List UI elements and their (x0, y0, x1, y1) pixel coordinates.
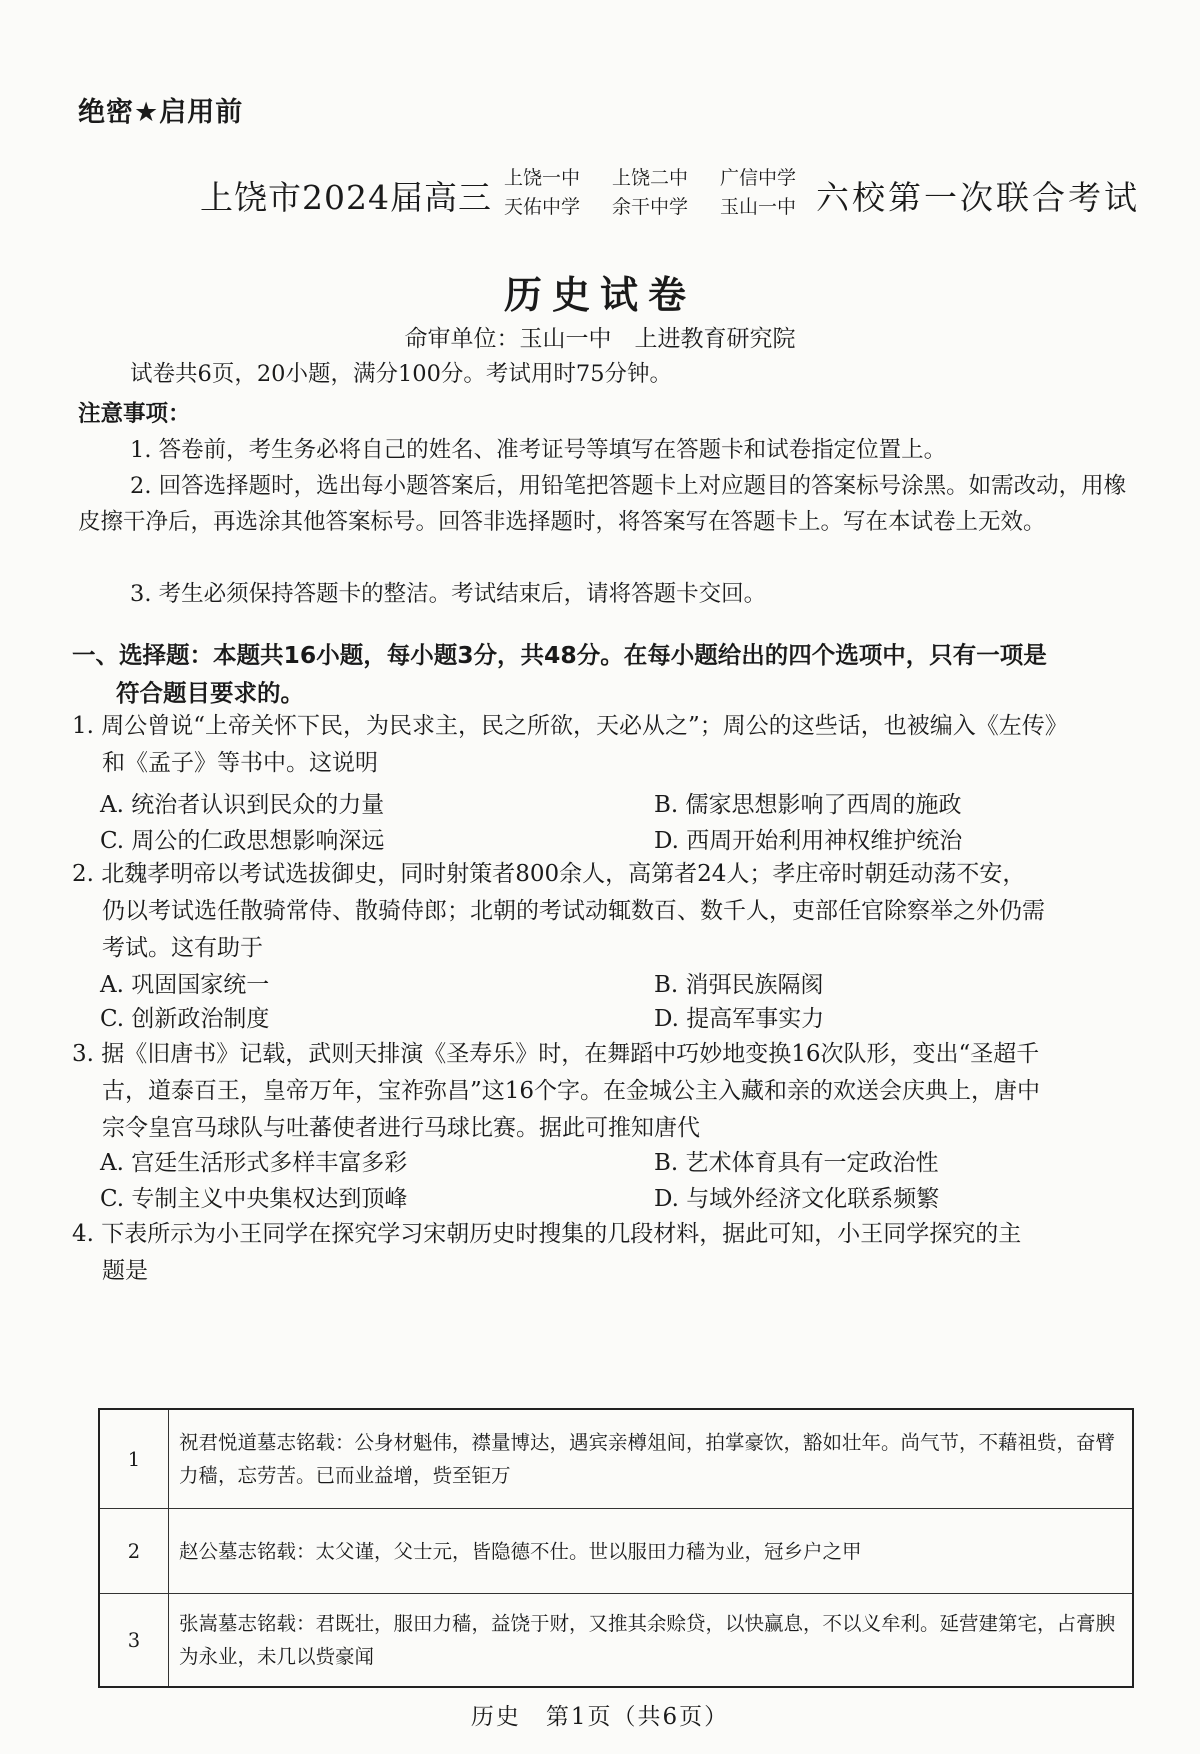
title-year-grade: 上饶市2024届高三 (200, 178, 492, 217)
note-item: 2. 回答选择题时，选出每小题答案后，用铅笔把答题卡上对应题目的答案标号涂黑。如需改动，用橡皮擦干净后，再选涂其他答案标号。回答非选择题时，将答案写在答题卡上。写在本试卷上无效。 (78, 473, 1127, 535)
option-d: D. 与域外经济文化联系频繁 (654, 1186, 940, 1212)
row-number: 3 (99, 1594, 169, 1688)
option-a: A. 统治者认识到民众的力量 (100, 792, 385, 818)
question-stem: 古，道泰百王，皇帝万年，宝祚弥昌”这16个字。在金城公主入藏和亲的欢送会庆典上，唐中 (102, 1078, 1041, 1104)
option-c: C. 专制主义中央集权达到顶峰 (100, 1186, 408, 1212)
question-stem: 4. 下表所示为小王同学在探究学习宋朝历史时搜集的几段材料，据此可知，小王同学探究的主 (72, 1221, 1022, 1247)
note-item: 3. 考生必须保持答题卡的整洁。考试结束后，请将答题卡交回。 (130, 581, 767, 607)
option-c: C. 创新政治制度 (100, 1006, 270, 1032)
table-row (99, 1509, 1133, 1594)
section-heading (72, 636, 1138, 712)
school-list (504, 164, 828, 222)
authors-line: 命审单位：玉山一中 上进教育研究院 (404, 326, 796, 352)
question-2 (72, 856, 1138, 967)
question-stem: 2. 北魏孝明帝以考试选拔御史，同时射策者800余人，高第者24人；孝庄帝时朝廷动荡不安， (72, 861, 1026, 887)
table-row (99, 1594, 1133, 1688)
section-line: 符合题目要求的。 (116, 679, 304, 707)
question-stem: 和《孟子》等书中。这说明 (102, 750, 378, 776)
notes-title: 注意事项： (78, 401, 191, 427)
option-b: B. 艺术体育具有一定政治性 (654, 1150, 939, 1176)
row-text: 祝君悦道墓志铭载：公身材魁伟，襟量博达，遇宾亲樽俎间，拍掌豪饮，豁如壮年。尚气节，不藉祖赀，奋臂力穑，忘劳苦。已而业益增，赀至钜万 (169, 1409, 1134, 1509)
option-b: B. 儒家思想影响了西周的施政 (654, 792, 962, 818)
exam-info: 试卷共6页，20小题，满分100分。考试用时75分钟。 (130, 361, 673, 387)
question-stem: 仍以考试选任散骑常侍、散骑侍郎；北朝的考试动辄数百、数千人，吏部任官除察举之外仍需 (102, 898, 1045, 924)
question-3 (72, 1036, 1138, 1147)
exam-title (200, 160, 1140, 224)
question-4 (72, 1216, 1138, 1290)
confidential-mark: 绝密★启用前 (78, 97, 244, 128)
subject-title: 历史试卷 (503, 273, 696, 317)
option-d: D. 西周开始利用神权维护统治 (654, 828, 963, 854)
option-a: A. 巩固国家统一 (100, 972, 270, 998)
table-row (99, 1409, 1133, 1509)
material-table (98, 1408, 1134, 1688)
option-b: B. 消弭民族隔阂 (654, 972, 824, 998)
note-item: 1. 答卷前，考生务必将自己的姓名、准考证号等填写在答题卡和试卷指定位置上。 (130, 437, 947, 463)
school-name: 上饶一中 (504, 167, 581, 189)
title-exam-name: 六校第一次联合考试 (816, 178, 1140, 217)
page-footer: 历史 第1页（共6页） (470, 1704, 730, 1730)
question-stem: 宗令皇宫马球队与吐蕃使者进行马球比赛。据此可推知唐代 (102, 1115, 700, 1141)
row-text: 赵公墓志铭载：太父谨，父士元，皆隐德不仕。世以服田力穑为业，冠乡户之甲 (169, 1509, 1134, 1594)
option-d: D. 提高军事实力 (654, 1006, 825, 1032)
row-number: 1 (99, 1409, 169, 1509)
question-stem: 题是 (102, 1258, 148, 1284)
row-text: 张嵩墓志铭载：君既壮，服田力穑，益饶于财，又推其余赊贷，以快赢息，不以义牟利。延营建第宅，占膏腴为永业，未几以赀豪闻 (169, 1594, 1134, 1688)
question-stem: 考试。这有助于 (102, 935, 263, 961)
school-name: 上饶二中 (612, 167, 689, 189)
row-number: 2 (99, 1509, 169, 1594)
school-row (504, 164, 828, 193)
option-c: C. 周公的仁政思想影响深远 (100, 828, 385, 854)
school-name: 天佑中学 (504, 196, 581, 218)
school-name: 广信中学 (720, 167, 797, 189)
school-row (504, 193, 828, 222)
school-name: 余干中学 (612, 196, 689, 218)
question-1 (72, 708, 1138, 782)
option-a: A. 宫廷生活形式多样丰富多彩 (100, 1150, 408, 1176)
school-name: 玉山一中 (720, 196, 797, 218)
question-stem: 3. 据《旧唐书》记载，武则天排演《圣寿乐》时，在舞蹈中巧妙地变换16次队形，变出“圣超千 (72, 1041, 1040, 1067)
question-stem: 1. 周公曾说“上帝关怀下民，为民求主，民之所欲，天必从之”；周公的这些话，也被编入《左传》 (72, 713, 1068, 739)
section-line: 一、选择题：本题共16小题，每小题3分，共48分。在每小题给出的四个选项中，只有一项是 (72, 641, 1047, 669)
